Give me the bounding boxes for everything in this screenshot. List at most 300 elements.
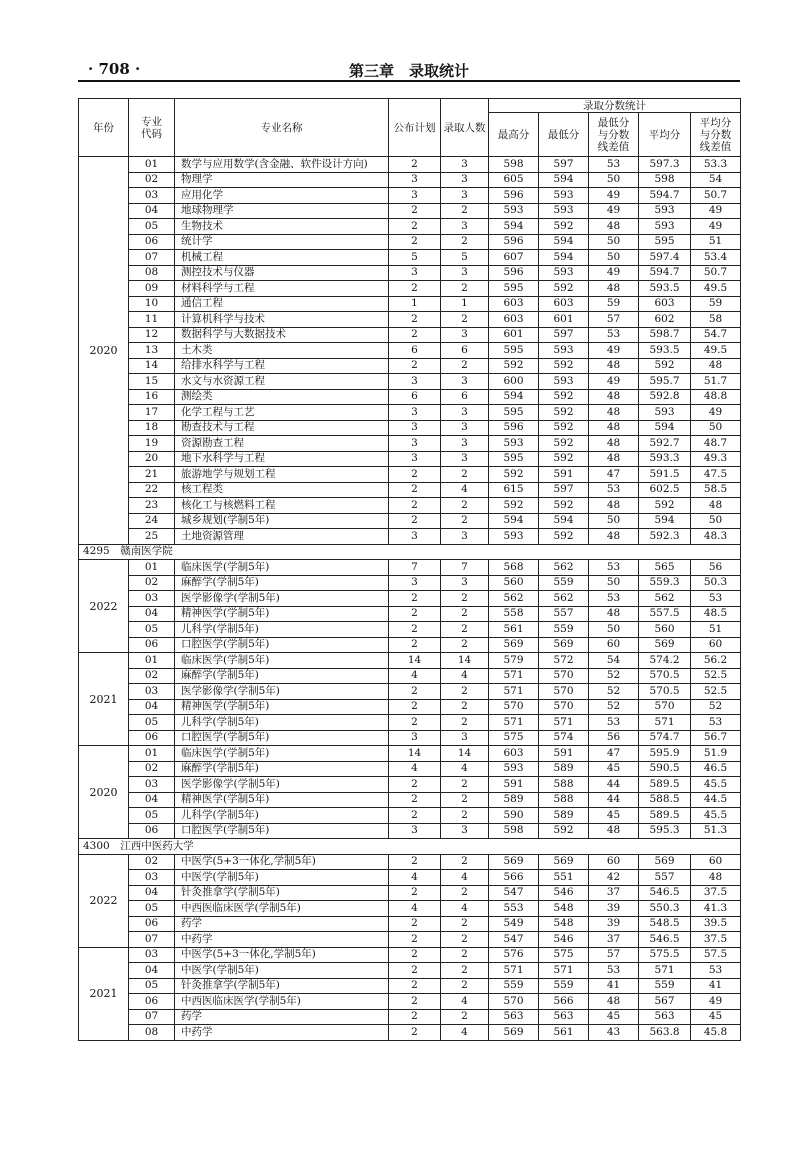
avg-diff: 58	[691, 312, 741, 328]
major-name: 中西医临床医学(学制5年)	[175, 901, 389, 917]
year-cell: 2022	[79, 854, 129, 947]
table-row	[79, 327, 741, 343]
table-row	[79, 978, 741, 994]
min-diff: 48	[589, 451, 639, 467]
major-name: 旅游地学与规划工程	[175, 467, 389, 483]
min-diff: 39	[589, 901, 639, 917]
plan: 3	[389, 575, 441, 591]
major-name: 药学	[175, 916, 389, 932]
min-score: 548	[539, 916, 589, 932]
avg-diff: 52.5	[691, 668, 741, 684]
max-score: 595	[489, 451, 539, 467]
max-score: 595	[489, 281, 539, 297]
admitted: 2	[441, 498, 489, 514]
code: 07	[129, 932, 175, 948]
max-score: 598	[489, 823, 539, 839]
avg-diff: 54.7	[691, 327, 741, 343]
max-score: 589	[489, 792, 539, 808]
max-score: 571	[489, 963, 539, 979]
min-diff: 44	[589, 777, 639, 793]
code: 20	[129, 451, 175, 467]
max-score: 558	[489, 606, 539, 622]
major-name: 生物技术	[175, 219, 389, 235]
max-score: 593	[489, 761, 539, 777]
min-diff: 53	[589, 157, 639, 173]
header-year: 年份	[79, 99, 129, 157]
min-diff: 53	[589, 591, 639, 607]
max-score: 590	[489, 808, 539, 824]
avg-diff: 48.3	[691, 529, 741, 545]
min-diff: 37	[589, 932, 639, 948]
table-row	[79, 591, 741, 607]
min-score: 593	[539, 265, 589, 281]
admitted: 4	[441, 994, 489, 1010]
major-name: 临床医学(学制5年)	[175, 746, 389, 762]
major-name: 机械工程	[175, 250, 389, 266]
table-row	[79, 482, 741, 498]
max-score: 547	[489, 932, 539, 948]
max-score: 579	[489, 653, 539, 669]
max-score: 560	[489, 575, 539, 591]
min-score: 593	[539, 343, 589, 359]
table-row	[79, 606, 741, 622]
min-diff: 47	[589, 746, 639, 762]
min-diff: 56	[589, 730, 639, 746]
table-row	[79, 560, 741, 576]
avg-diff: 44.5	[691, 792, 741, 808]
table-row	[79, 467, 741, 483]
avg-diff: 45.8	[691, 1025, 741, 1041]
table-row	[79, 513, 741, 529]
min-diff: 48	[589, 436, 639, 452]
table-row	[79, 420, 741, 436]
plan: 14	[389, 653, 441, 669]
min-score: 546	[539, 885, 589, 901]
max-score: 549	[489, 916, 539, 932]
admitted: 2	[441, 978, 489, 994]
min-score: 570	[539, 668, 589, 684]
avg-score: 593	[639, 405, 691, 421]
min-score: 592	[539, 451, 589, 467]
max-score: 593	[489, 529, 539, 545]
avg-score: 592	[639, 358, 691, 374]
min-diff: 41	[589, 978, 639, 994]
min-diff: 57	[589, 312, 639, 328]
year-cell: 2020	[79, 746, 129, 839]
min-score: 559	[539, 978, 589, 994]
min-diff: 50	[589, 513, 639, 529]
header-rule	[78, 80, 740, 82]
admitted: 7	[441, 560, 489, 576]
code: 13	[129, 343, 175, 359]
min-diff: 48	[589, 281, 639, 297]
major-name: 中医学(学制5年)	[175, 963, 389, 979]
min-score: 563	[539, 1009, 589, 1025]
plan: 3	[389, 730, 441, 746]
avg-score: 563	[639, 1009, 691, 1025]
avg-score: 559	[639, 978, 691, 994]
avg-diff: 56.7	[691, 730, 741, 746]
plan: 2	[389, 203, 441, 219]
min-score: 593	[539, 203, 589, 219]
table-row	[79, 374, 741, 390]
avg-score: 594	[639, 420, 691, 436]
avg-score: 592	[639, 498, 691, 514]
max-score: 600	[489, 374, 539, 390]
plan: 2	[389, 591, 441, 607]
major-name: 勘查技术与工程	[175, 420, 389, 436]
min-diff: 48	[589, 994, 639, 1010]
major-name: 精神医学(学制5年)	[175, 606, 389, 622]
avg-score: 574.2	[639, 653, 691, 669]
admitted: 4	[441, 870, 489, 886]
avg-diff: 48	[691, 498, 741, 514]
max-score: 595	[489, 405, 539, 421]
avg-diff: 37.5	[691, 932, 741, 948]
min-score: 601	[539, 312, 589, 328]
min-diff: 50	[589, 622, 639, 638]
min-diff: 52	[589, 699, 639, 715]
avg-score: 546.5	[639, 885, 691, 901]
table-row	[79, 932, 741, 948]
max-score: 592	[489, 358, 539, 374]
major-name: 麻醉学(学制5年)	[175, 668, 389, 684]
avg-diff: 50.7	[691, 188, 741, 204]
plan: 3	[389, 172, 441, 188]
admitted: 3	[441, 823, 489, 839]
year-cell: 2021	[79, 947, 129, 1040]
major-name: 中医学(5+3一体化,学制5年)	[175, 947, 389, 963]
max-score: 559	[489, 978, 539, 994]
min-diff: 60	[589, 637, 639, 653]
code: 04	[129, 203, 175, 219]
avg-diff: 49	[691, 219, 741, 235]
avg-score: 560	[639, 622, 691, 638]
admitted: 4	[441, 901, 489, 917]
table-row	[79, 963, 741, 979]
avg-score: 589.5	[639, 777, 691, 793]
table-row	[79, 792, 741, 808]
avg-score: 563.8	[639, 1025, 691, 1041]
major-name: 材料科学与工程	[175, 281, 389, 297]
table-row	[79, 358, 741, 374]
max-score: 595	[489, 343, 539, 359]
major-name: 精神医学(学制5年)	[175, 792, 389, 808]
max-score: 596	[489, 234, 539, 250]
admitted: 14	[441, 746, 489, 762]
min-score: 551	[539, 870, 589, 886]
admitted: 4	[441, 482, 489, 498]
institution-name: 4300 江西中医药大学	[79, 839, 741, 855]
major-name: 数据科学与大数据技术	[175, 327, 389, 343]
plan: 2	[389, 1009, 441, 1025]
min-diff: 37	[589, 885, 639, 901]
major-name: 中医学(学制5年)	[175, 870, 389, 886]
min-score: 574	[539, 730, 589, 746]
major-name: 核化工与核燃料工程	[175, 498, 389, 514]
avg-score: 571	[639, 963, 691, 979]
max-score: 553	[489, 901, 539, 917]
code: 11	[129, 312, 175, 328]
avg-score: 592.3	[639, 529, 691, 545]
table-row	[79, 994, 741, 1010]
max-score: 575	[489, 730, 539, 746]
code: 03	[129, 684, 175, 700]
max-score: 571	[489, 668, 539, 684]
admitted: 3	[441, 172, 489, 188]
code: 06	[129, 823, 175, 839]
code: 03	[129, 947, 175, 963]
min-diff: 50	[589, 575, 639, 591]
admitted: 2	[441, 885, 489, 901]
min-diff: 50	[589, 172, 639, 188]
code: 06	[129, 637, 175, 653]
table-row	[79, 653, 741, 669]
table-row	[79, 389, 741, 405]
plan: 2	[389, 792, 441, 808]
admitted: 2	[441, 699, 489, 715]
min-score: 561	[539, 1025, 589, 1041]
admitted: 2	[441, 947, 489, 963]
code: 04	[129, 699, 175, 715]
header-max: 最高分	[489, 113, 539, 157]
code: 04	[129, 792, 175, 808]
code: 08	[129, 265, 175, 281]
year-cell: 2021	[79, 653, 129, 746]
avg-score: 598	[639, 172, 691, 188]
plan: 2	[389, 777, 441, 793]
major-name: 儿科学(学制5年)	[175, 622, 389, 638]
table-row	[79, 746, 741, 762]
avg-score: 598.7	[639, 327, 691, 343]
min-score: 594	[539, 172, 589, 188]
avg-score: 575.5	[639, 947, 691, 963]
max-score: 603	[489, 746, 539, 762]
table-row	[79, 1025, 741, 1041]
min-score: 566	[539, 994, 589, 1010]
plan: 2	[389, 932, 441, 948]
avg-score: 569	[639, 854, 691, 870]
code: 04	[129, 963, 175, 979]
min-diff: 44	[589, 792, 639, 808]
avg-diff: 60	[691, 854, 741, 870]
max-score: 598	[489, 157, 539, 173]
admitted: 2	[441, 358, 489, 374]
admitted: 3	[441, 157, 489, 173]
min-score: 548	[539, 901, 589, 917]
table-row	[79, 870, 741, 886]
table-row	[79, 761, 741, 777]
admitted: 3	[441, 436, 489, 452]
max-score: 566	[489, 870, 539, 886]
code: 09	[129, 281, 175, 297]
avg-score: 591.5	[639, 467, 691, 483]
table-row	[79, 172, 741, 188]
plan: 2	[389, 219, 441, 235]
max-score: 594	[489, 219, 539, 235]
major-name: 资源勘查工程	[175, 436, 389, 452]
code: 02	[129, 575, 175, 591]
min-diff: 48	[589, 420, 639, 436]
max-score: 605	[489, 172, 539, 188]
code: 06	[129, 994, 175, 1010]
avg-diff: 53	[691, 715, 741, 731]
code: 04	[129, 606, 175, 622]
plan: 4	[389, 668, 441, 684]
max-score: 571	[489, 684, 539, 700]
institution-row	[79, 839, 741, 855]
plan: 2	[389, 994, 441, 1010]
admitted: 3	[441, 265, 489, 281]
major-name: 针灸推拿学(学制5年)	[175, 978, 389, 994]
admitted: 2	[441, 1009, 489, 1025]
major-name: 地球物理学	[175, 203, 389, 219]
min-score: 594	[539, 234, 589, 250]
min-diff: 50	[589, 234, 639, 250]
table-row	[79, 885, 741, 901]
table-row	[79, 622, 741, 638]
min-diff: 53	[589, 560, 639, 576]
header-name: 专业名称	[175, 99, 389, 157]
major-name: 地下水科学与工程	[175, 451, 389, 467]
major-name: 中医学(5+3一体化,学制5年)	[175, 854, 389, 870]
admitted: 2	[441, 281, 489, 297]
admitted: 2	[441, 591, 489, 607]
max-score: 592	[489, 498, 539, 514]
code: 02	[129, 172, 175, 188]
major-name: 化学工程与工艺	[175, 405, 389, 421]
table-row	[79, 823, 741, 839]
table-row	[79, 219, 741, 235]
code: 01	[129, 653, 175, 669]
min-diff: 50	[589, 250, 639, 266]
table-row	[79, 436, 741, 452]
header-min: 最低分	[539, 113, 589, 157]
max-score: 596	[489, 265, 539, 281]
major-name: 数学与应用数学(含金融、软件设计方向)	[175, 157, 389, 173]
avg-diff: 49.5	[691, 281, 741, 297]
plan: 2	[389, 467, 441, 483]
plan: 2	[389, 963, 441, 979]
min-score: 597	[539, 327, 589, 343]
admitted: 3	[441, 575, 489, 591]
plan: 2	[389, 684, 441, 700]
plan: 3	[389, 529, 441, 545]
admitted: 2	[441, 606, 489, 622]
max-score: 569	[489, 854, 539, 870]
max-score: 561	[489, 622, 539, 638]
max-score: 570	[489, 699, 539, 715]
page-number: · 708 ·	[88, 60, 141, 78]
plan: 7	[389, 560, 441, 576]
max-score: 601	[489, 327, 539, 343]
table-row	[79, 637, 741, 653]
min-score: 597	[539, 157, 589, 173]
major-name: 核工程类	[175, 482, 389, 498]
min-diff: 53	[589, 963, 639, 979]
admitted: 2	[441, 808, 489, 824]
avg-diff: 52	[691, 699, 741, 715]
min-diff: 49	[589, 343, 639, 359]
min-diff: 48	[589, 823, 639, 839]
code: 21	[129, 467, 175, 483]
plan: 2	[389, 916, 441, 932]
min-score: 572	[539, 653, 589, 669]
major-name: 医学影像学(学制5年)	[175, 684, 389, 700]
min-diff: 52	[589, 668, 639, 684]
max-score: 603	[489, 312, 539, 328]
min-diff: 60	[589, 854, 639, 870]
avg-score: 557.5	[639, 606, 691, 622]
min-diff: 49	[589, 265, 639, 281]
code: 25	[129, 529, 175, 545]
plan: 4	[389, 761, 441, 777]
max-score: 603	[489, 296, 539, 312]
max-score: 607	[489, 250, 539, 266]
avg-score: 559.3	[639, 575, 691, 591]
table-row	[79, 901, 741, 917]
avg-diff: 45.5	[691, 777, 741, 793]
min-diff: 45	[589, 761, 639, 777]
min-diff: 48	[589, 405, 639, 421]
code: 03	[129, 777, 175, 793]
header-avg: 平均分	[639, 113, 691, 157]
table-row	[79, 777, 741, 793]
max-score: 615	[489, 482, 539, 498]
min-diff: 43	[589, 1025, 639, 1041]
avg-diff: 58.5	[691, 482, 741, 498]
min-score: 597	[539, 482, 589, 498]
avg-diff: 53.3	[691, 157, 741, 173]
admission-table	[78, 98, 741, 1041]
code: 17	[129, 405, 175, 421]
avg-score: 565	[639, 560, 691, 576]
major-name: 统计学	[175, 234, 389, 250]
min-score: 588	[539, 792, 589, 808]
min-score: 571	[539, 715, 589, 731]
table-row	[79, 157, 741, 173]
code: 19	[129, 436, 175, 452]
major-name: 口腔医学(学制5年)	[175, 730, 389, 746]
admitted: 3	[441, 405, 489, 421]
min-score: 592	[539, 389, 589, 405]
code: 05	[129, 808, 175, 824]
admitted: 3	[441, 420, 489, 436]
avg-diff: 50	[691, 420, 741, 436]
code: 02	[129, 761, 175, 777]
min-diff: 47	[589, 467, 639, 483]
table-row	[79, 250, 741, 266]
min-diff: 48	[589, 606, 639, 622]
avg-diff: 47.5	[691, 467, 741, 483]
table-body	[79, 157, 741, 1041]
min-diff: 49	[589, 188, 639, 204]
avg-diff: 49	[691, 203, 741, 219]
avg-score: 602.5	[639, 482, 691, 498]
avg-score: 594.7	[639, 188, 691, 204]
avg-diff: 57.5	[691, 947, 741, 963]
min-diff: 54	[589, 653, 639, 669]
min-diff: 48	[589, 529, 639, 545]
table-row	[79, 312, 741, 328]
avg-diff: 52.5	[691, 684, 741, 700]
admitted: 14	[441, 653, 489, 669]
admitted: 2	[441, 715, 489, 731]
min-diff: 53	[589, 715, 639, 731]
avg-diff: 50.3	[691, 575, 741, 591]
plan: 2	[389, 606, 441, 622]
major-name: 儿科学(学制5年)	[175, 808, 389, 824]
